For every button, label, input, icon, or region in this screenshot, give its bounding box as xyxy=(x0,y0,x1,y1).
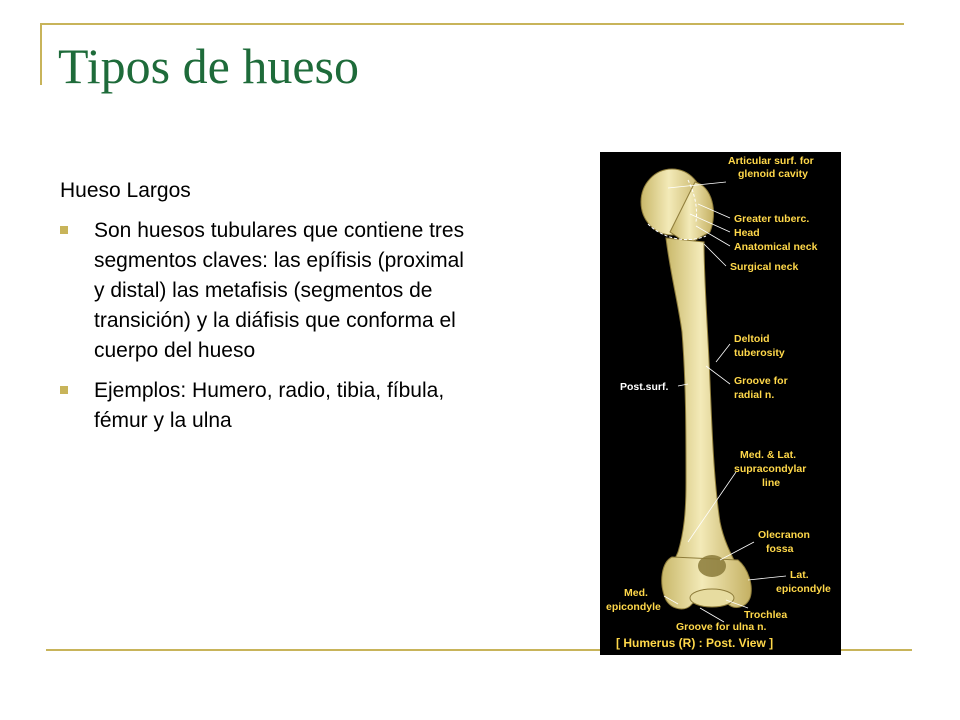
humerus-illustration xyxy=(600,152,841,655)
label-lat-epicondyle-2: epicondyle xyxy=(776,583,831,595)
bullet-list xyxy=(60,216,470,436)
slide-title: Tipos de hueso xyxy=(58,38,359,94)
label-groove-radial-1: Groove for xyxy=(734,375,788,387)
label-articular-2: glenoid cavity xyxy=(738,168,809,180)
label-groove-ulna: Groove for ulna n. xyxy=(676,621,767,633)
list-item xyxy=(60,216,470,366)
figure-caption: [ Humerus (R) : Post. View ] xyxy=(616,636,774,650)
label-lat-epicondyle-1: Lat. xyxy=(790,569,809,581)
label-supracondylar-1: Med. & Lat. xyxy=(740,449,797,461)
label-surgical-neck: Surgical neck xyxy=(730,261,799,273)
label-post-surf: Post.surf. xyxy=(620,381,669,393)
label-anatomical-neck: Anatomical neck xyxy=(734,241,818,253)
label-olecranon-2: fossa xyxy=(766,543,794,555)
label-med-epicondyle-2: epicondyle xyxy=(606,601,661,613)
label-trochlea: Trochlea xyxy=(744,609,788,621)
label-supracondylar-3: line xyxy=(762,477,781,489)
square-bullet-icon xyxy=(60,386,68,394)
label-groove-radial-2: radial n. xyxy=(734,389,775,401)
label-greater-tubercle: Greater tuberc. xyxy=(734,213,810,225)
humerus-figure xyxy=(600,152,841,655)
slide-body xyxy=(60,176,470,446)
label-deltoid-1: Deltoid xyxy=(734,333,770,345)
bullet-text: Son huesos tubulares que contiene tres segmentos claves: las epífisis (proximal y distal) las metafisis (segmentos de transición) y la diáfisis que conforma el cuerpo del hueso xyxy=(94,219,465,362)
label-med-epicondyle-1: Med. xyxy=(624,587,648,599)
top-divider xyxy=(40,23,904,25)
label-head: Head xyxy=(734,227,760,239)
label-articular-1: Articular surf. for xyxy=(728,155,814,167)
bullet-text: Ejemplos: Humero, radio, tibia, fíbula, fémur y la ulna xyxy=(94,379,445,432)
square-bullet-icon xyxy=(60,226,68,234)
list-item xyxy=(60,376,470,436)
subheading: Hueso Largos xyxy=(60,179,191,202)
label-deltoid-2: tuberosity xyxy=(734,347,785,359)
label-olecranon-1: Olecranon xyxy=(758,529,810,541)
label-supracondylar-2: supracondylar xyxy=(734,463,807,475)
left-divider xyxy=(40,23,42,85)
